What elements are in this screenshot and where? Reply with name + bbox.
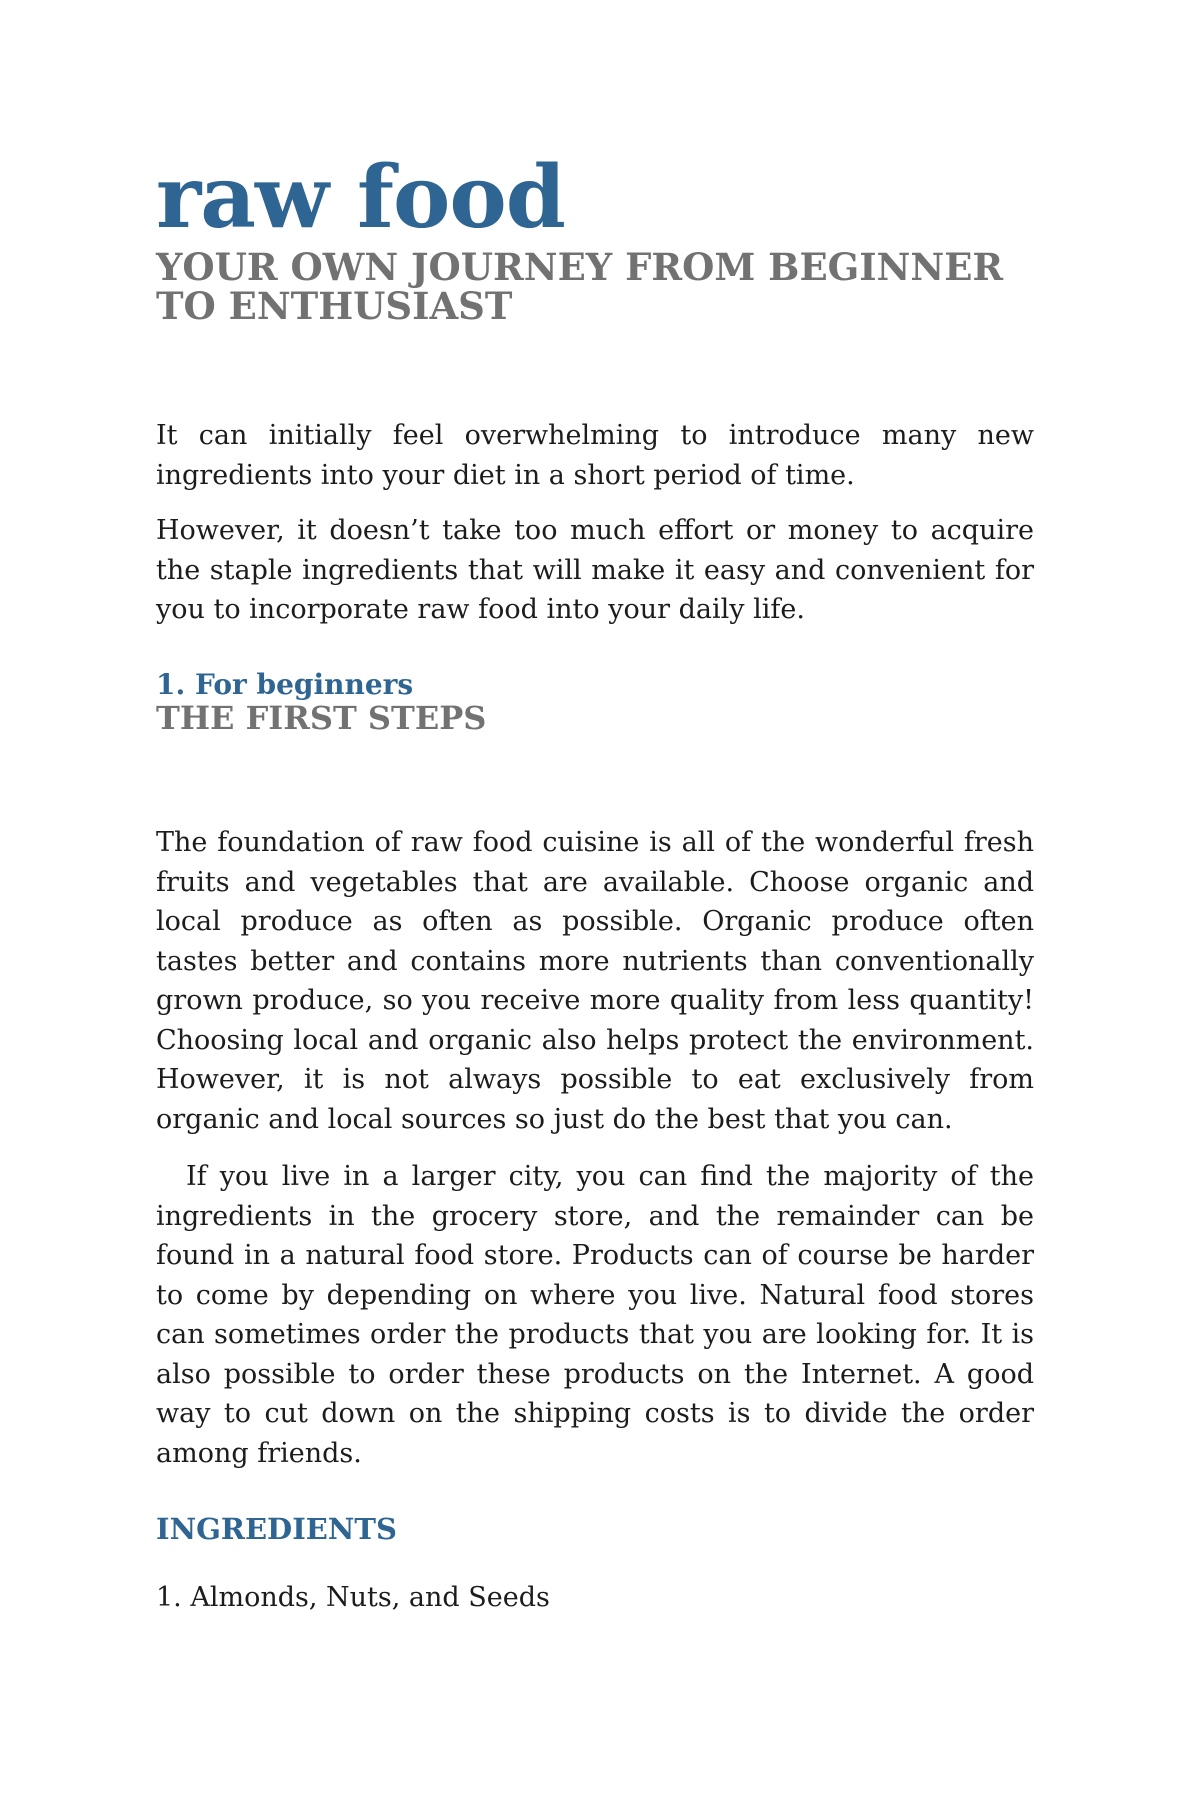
page-title: raw food — [156, 147, 565, 248]
ingredients-heading: INGREDIENTS — [156, 1512, 397, 1546]
body-paragraph: The foundation of raw food cuisine is all of the wonderful fresh fruits and vegetables that are available. Choose organic and local produce as often as possible. Organic produce often tastes better and contains more nutrients than conventionally grown produce, so you receive more quality from less quantity! Choosing local and organic also helps protect the environment. However, it is not always possible to eat exclusively from organic and local sources so just do the best that you can. — [156, 827, 1034, 1135]
section-body — [156, 823, 1034, 1473]
ingredient-list-item: 1. Almonds, Nuts, and Seeds — [156, 1582, 550, 1613]
section-title: THE FIRST STEPS — [156, 699, 487, 737]
intro-paragraph: It can initially feel overwhelming to introduce many new ingredients into your diet in a short period of time. — [156, 420, 1034, 491]
section-number-label: 1. For beginners — [156, 668, 414, 701]
intro-paragraph: However, it doesn’t take too much effort or money to acquire the staple ingredients that will make it easy and convenient for you to incorporate raw food into your daily life. — [156, 515, 1034, 625]
body-paragraph: If you live in a larger city, you can find the majority of the ingredients in the grocery store, and the remainder can be found in a natural food store. Products can of course be harder to come by depending on where you live. Natural food stores can sometimes order the products that you are looking for. It is also possible to order these products on the Internet. A good way to cut down on the shipping costs is to divide the order among friends. — [156, 1161, 1034, 1469]
intro-section — [156, 416, 1034, 630]
page-subtitle: YOUR OWN JOURNEY FROM BEGINNER TO ENTHUSIAST — [156, 245, 1004, 328]
